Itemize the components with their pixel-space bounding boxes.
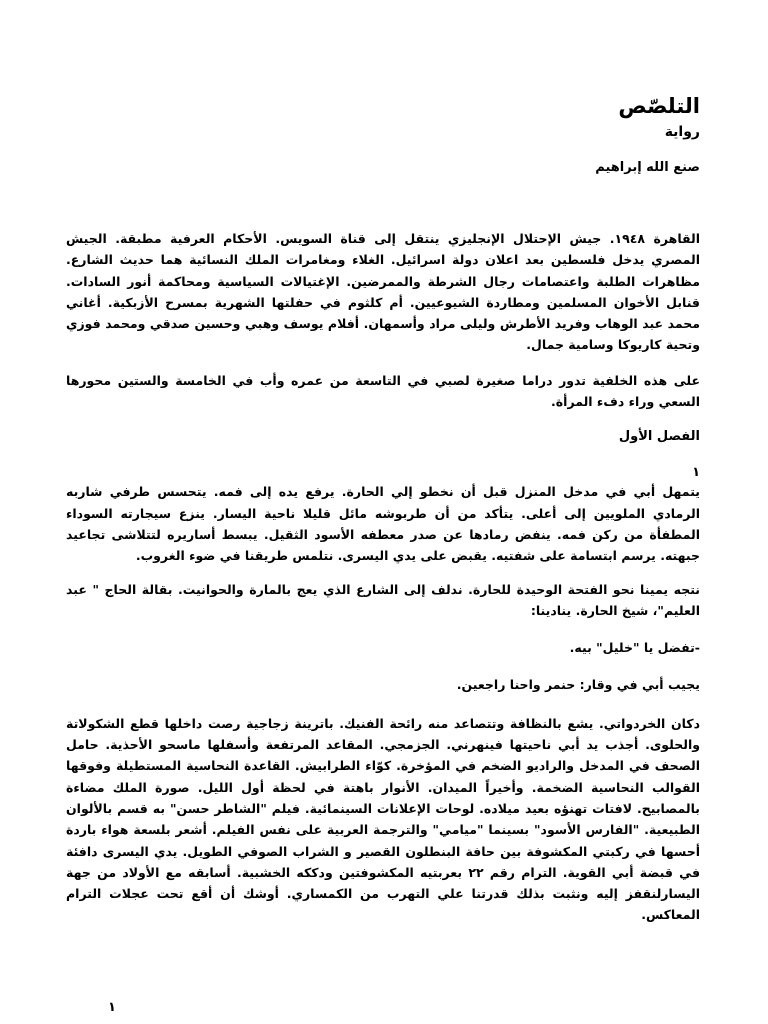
book-subtitle: رواية: [664, 124, 700, 140]
long-paragraph: دكان الخردواتي. يشع بالنظافة وتتصاعد منه رائحة الفنيك. باترينة زجاجية رصت داخلها قطع الشكولاتة والحلوى. أجذب يد أبي ناحيتها فينهرني. الجزمجي. المقاعد المرتفعة وأسفلها ماسحو الأحذية. حامل الصحف في المدخل والراديو الضخم في المؤخرة. كوّاء الطرابيش. القاعدة النحاسية المستطيلة وفوقها القوالب النحاسية الضخمة. وأخيراً الميدان. الأنوار باهتة في لحظة أول الليل. صورة الملك مضاءة بالمصابيح. لافتات تهنؤه بعيد ميلاده. لوحات الإعلانات السينمائية. فيلم "الشاطر حسن" به قسم بالألوان الطبيعية. "الفارس الأسود" بسينما "ميامي" والترجمة العربية على نفس الفيلم. أشعر بلسعة هواء باردة أحسها في ركبتي المكشوفة بين حافة البنطلون القصير و الشراب الصوفي الطويل. يدي اليسرى دافئة في قبضة أبي القوية. الترام رقم ٢٢ بعربتيه المكشوفتين ودككه الخشبية. أسابقه مع الأولاد من جهة اليسارلنقفز إليه ونثبت بذلك قدرتنا علي التهرب من الكمساري. أوشك أن أقع تحت عجلات الترام المعاكس.: [66, 715, 701, 923]
book-title: التلصّص: [618, 94, 700, 118]
section-paragraph-2: نتجه يمينا نحو الفتحة الوحيدة للحارة. ندلف إلى الشارع الذي يعج بالمارة والحوانيت. بقالة الحاج " عبد العليم"، شيخ الحارة. ينادينا:: [66, 581, 700, 618]
background-paragraph: على هذه الخلفية تدور دراما صغيرة لصبي في التاسعة من عمره وأب في الخامسة والستين محورها السعي وراء دفء المرأة.: [66, 372, 700, 410]
section-number: ١: [692, 465, 700, 481]
dialog-line: -تفضل يا "خليل" بيه.: [569, 640, 700, 656]
section-paragraph-1: يتمهل أبي في مدخل المنزل قبل أن نخطو إلي الحارة. يرفع يده إلى فمه. يتحسس طرفي شاربه الرمادي الملويين إلى أعلى. يتأكد من أن طربوشه مائل قليلا ناحية اليسار. ينزع سيجارته السوداء المطفأة من ركن فمه. ينفض رمادها عن صدر معطفه الأسود الثقيل. يبسط أساريره لتتلاشى تجاعيد جبهته. يرسم ابتسامة على شفتيه. يقبض على يدي اليسرى. نتلمس طريقنا في ضوء الغروب.: [66, 484, 700, 564]
page-number: ١: [108, 1000, 116, 1015]
document-body: [66, 92, 700, 926]
intro-paragraph: القاهرة ١٩٤٨. جيش الإحتلال الإنجليزي ينتقل إلى قناة السويس. الأحكام العرفية مطبقة. الجيش المصري يدخل فلسطين بعد اعلان دولة اسرائيل. الغلاء ومغامرات الملك النسائية هما حديث الشارع. مظاهرات الطلبة واعتصامات رجال الشرطة والممرضين. الإغتيالات السياسية ومحاكمة أنور السادات. قنابل الأخوان المسلمين ومطاردة الشيوعيين. أم كلثوم في حفلتها الشهرية بمسرح الأزبكية. أغاني محمد عبد الوهاب وفريد الأطرش وليلى مراد وأسمهان. أفلام يوسف وهبي وحسين صدقي ومحمد فوزي وتحية كاريوكا وسامية جمال.: [66, 231, 700, 353]
chapter-title: الفصل الأول: [618, 429, 700, 445]
reply-line: يجيب أبي في وقار: حنمر واحنا راجعين.: [456, 677, 700, 693]
author-name: صنع الله إبراهيم: [595, 160, 700, 175]
